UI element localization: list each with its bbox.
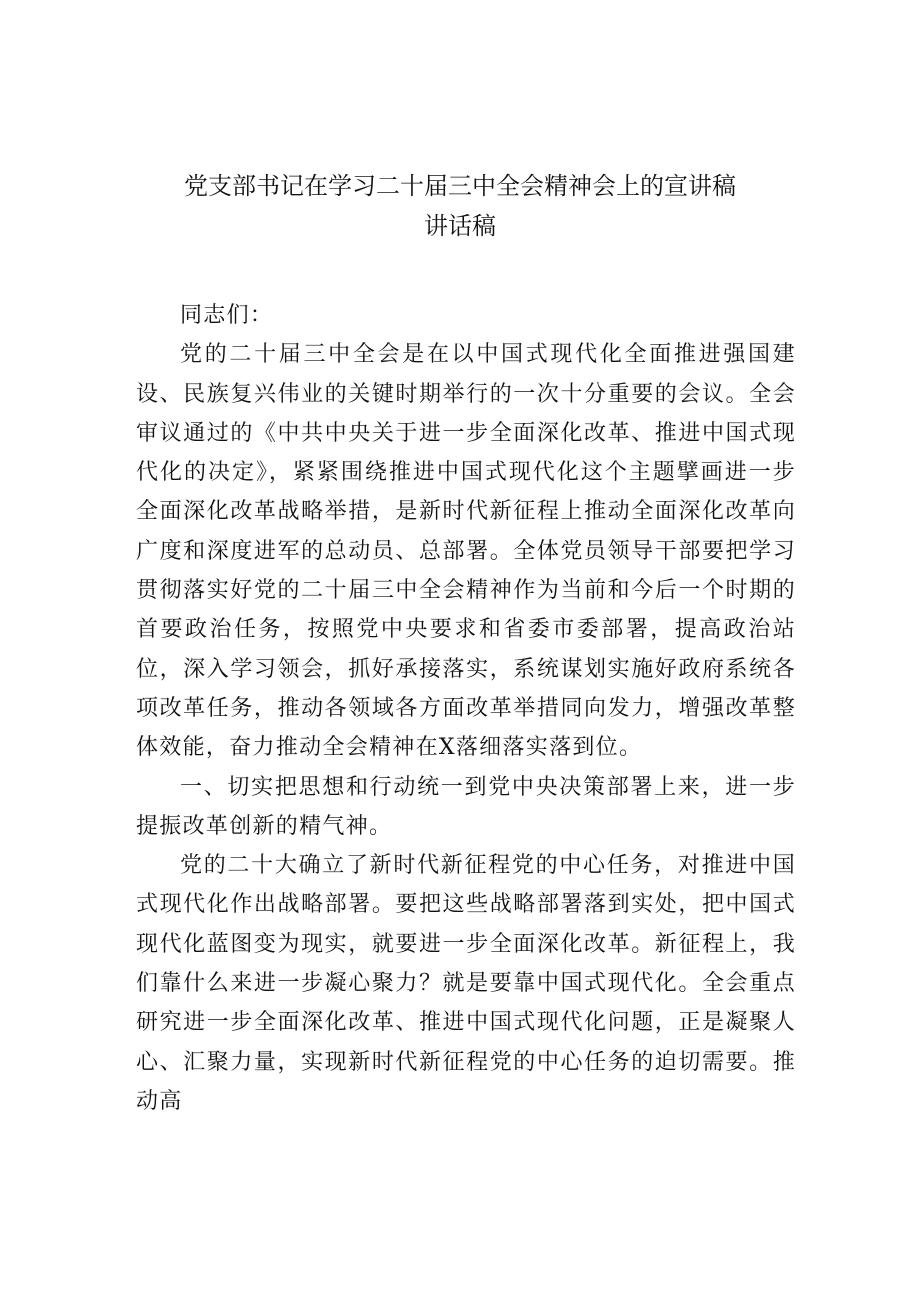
- paragraph-section-1: 党的二十大确立了新时代新征程党的中心任务，对推进中国式现代化作出战略部署。要把这些战略部署落到实处，把中国式现代化蓝图变为现实，就要进一步全面深化改革。新征程上，我们靠什么来进一步凝心聚力？就是要靠中国式现代化。全会重点研究进一步全面深化改革、推进中国式现代化问题，正是凝聚人心、汇聚力量，实现新时代新征程党的中心任务的迫切需要。推动高: [136, 853, 796, 1114]
- title-line-2: 讲话稿: [424, 212, 496, 240]
- paragraph-intro: 党的二十届三中全会是在以中国式现代化全面推进强国建设、民族复兴伟业的关键时期举行的一次十分重要的会议。全会审议通过的《中共中央关于进一步全面深化改革、推进中国式现代化的决定》，紧紧围绕推进中国式现代化这个主题擘画进一步全面深化改革战略举措，是新时代新征程上推动全面深化改革向广度和深度进军的总动员、总部署。全体党员领导干部要把学习贯彻落实好党的二十届三中全会精神作为当前和今后一个时期的首要政治任务，按照党中央要求和省委市委部署，提高政治站位，深入学习领会，抓好承接落实，系统谋划实施好政府系统各项改革任务，推动各领域各方面改革举措同向发力，增强改革整体效能，奋力推动全会精神在X落细落实落到位。: [136, 342, 796, 761]
- section-heading-1: 一、切实把思想和行动统一到党中央决策部署上来，进一步提振改革创新的精气神。: [136, 774, 796, 839]
- document-title: [0, 166, 920, 246]
- salutation: 同志们：: [180, 303, 274, 328]
- title-line-1: 党支部书记在学习二十届三中全会精神会上的宣讲稿: [184, 172, 736, 200]
- document-body: [136, 296, 796, 1121]
